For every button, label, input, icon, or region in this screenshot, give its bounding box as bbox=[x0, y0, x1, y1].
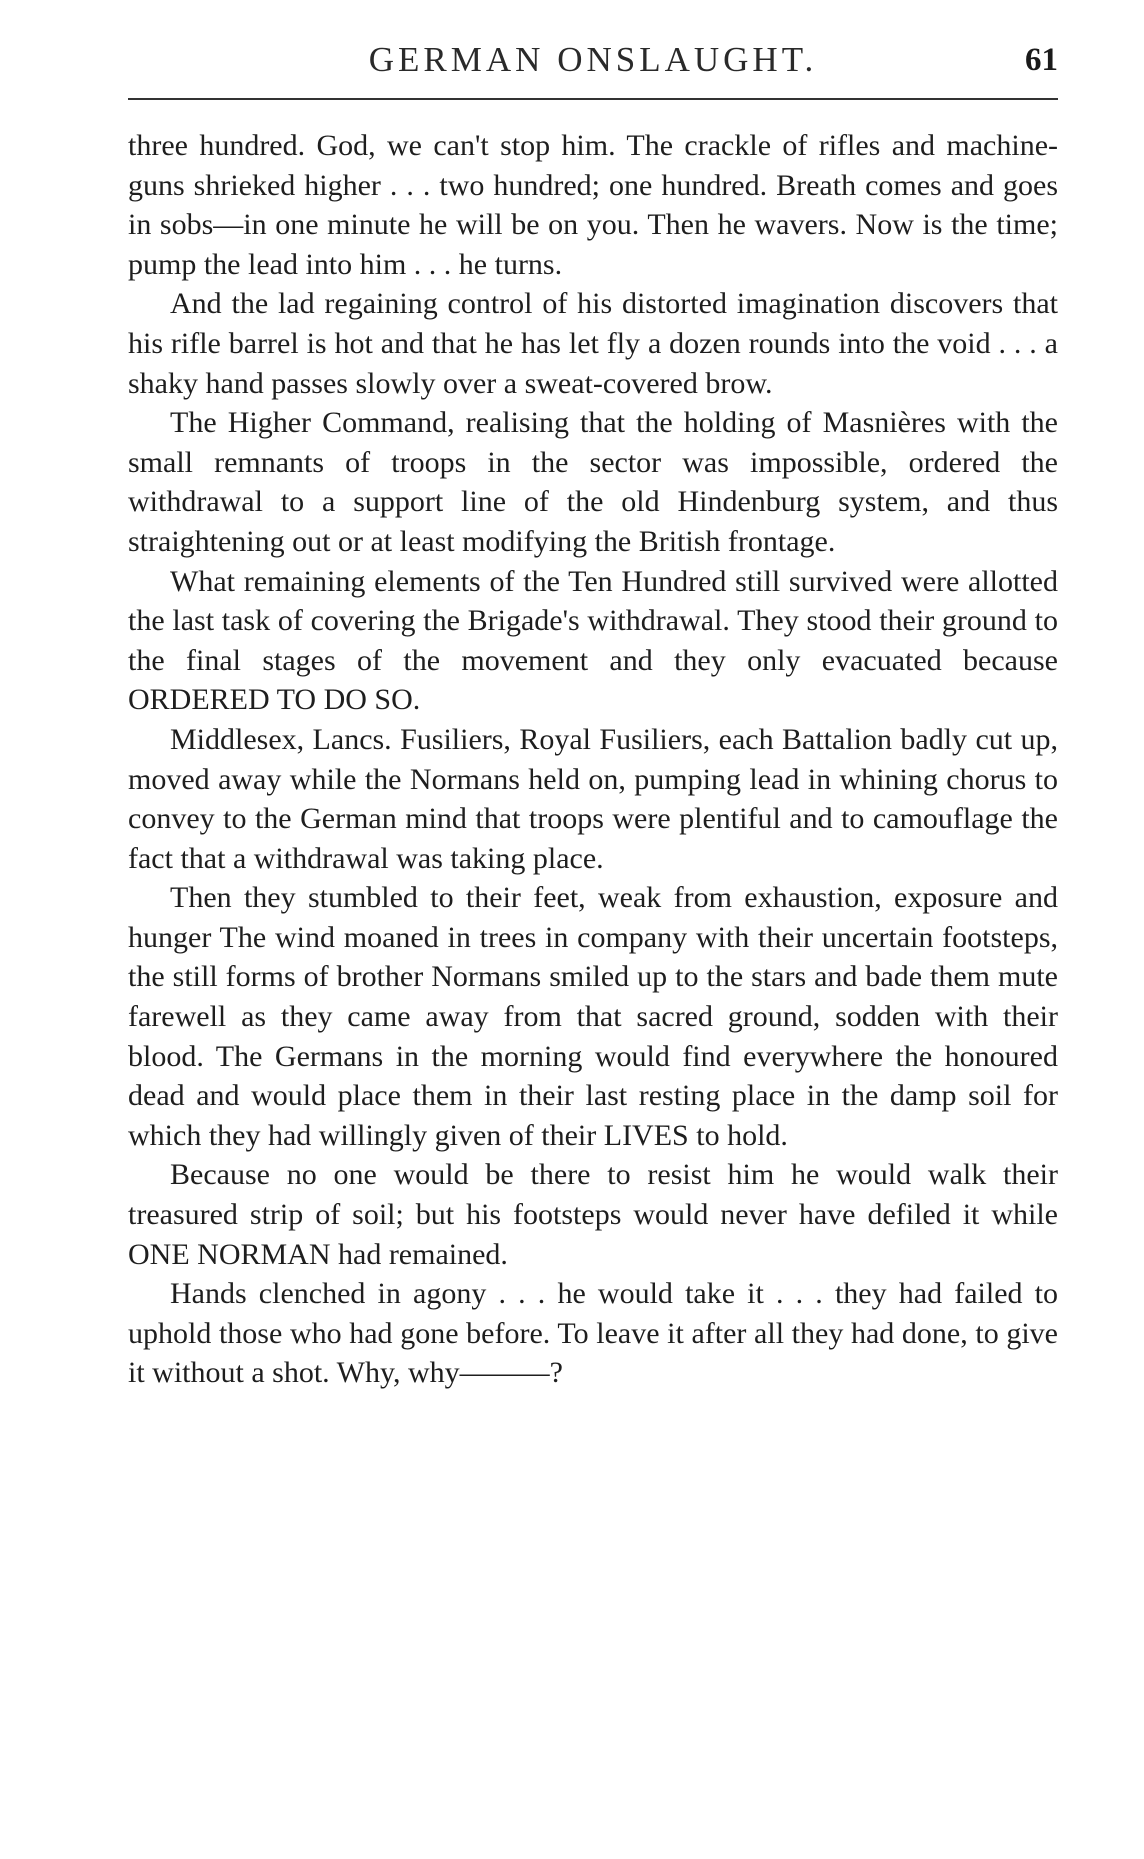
header-rule bbox=[128, 98, 1058, 100]
running-head: GERMAN ONSLAUGHT. bbox=[368, 40, 818, 79]
page-header bbox=[128, 40, 1058, 90]
paragraph: Middlesex, Lancs. Fusiliers, Royal Fusiliers, each Battalion badly cut up, moved away while the Normans held on, pumping lead in whining chorus to convey to the German mind that troops were plentiful and to camouflage the fact that a withdrawal was taking place. bbox=[128, 722, 1058, 875]
page-number: 61 bbox=[1025, 42, 1058, 78]
paragraph: three hundred. God, we can't stop him. The crackle of rifles and machine-guns shrieked higher . . . two hundred; one hundred. Breath comes and goes in sobs—in one minute he will be on you. Then he wavers. Now is the time; pump the lead into him . . . he turns. bbox=[128, 129, 1058, 281]
paragraph: What remaining elements of the Ten Hundred still survived were allotted the last task of covering the Brigade's withdrawal. They stood their ground to the final stages of the movement and they only evacuated because ORDERED TO DO SO. bbox=[128, 564, 1058, 717]
paragraph: Then they stumbled to their feet, weak from exhaustion, exposure and hunger The wind moaned in trees in company with their uncertain footsteps, the still forms of brother Normans smiled up to the stars and bade them mute farewell as they came away from that sacred ground, sodden with their blood. The Germans in the morning would find everywhere the honoured dead and would place them in their last resting place in the damp soil for which they had willingly given of their LIVES to hold. bbox=[128, 881, 1058, 1152]
paragraph: And the lad regaining control of his distorted imagination discovers that his rifle barrel is hot and that he has let fly a dozen rounds into the void . . . a shaky hand passes slowly over a sweat-covered brow. bbox=[128, 287, 1058, 400]
paragraph: The Higher Command, realising that the holding of Masnières with the small remnants of troops in the sector was impossible, ordered the withdrawal to a support line of the old Hindenburg system, and thus straightening out or at least modifying the British frontage. bbox=[128, 406, 1058, 558]
body-text bbox=[128, 126, 1058, 1393]
paragraph: Hands clenched in agony . . . he would take it . . . they had failed to uphold those who had gone before. To leave it after all they had done, to give it without a shot. Why, why———? bbox=[128, 1277, 1058, 1390]
paragraph: Because no one would be there to resist him he would walk their treasured strip of soil; but his footsteps would never have defiled it while ONE NORMAN had remained. bbox=[128, 1158, 1058, 1271]
